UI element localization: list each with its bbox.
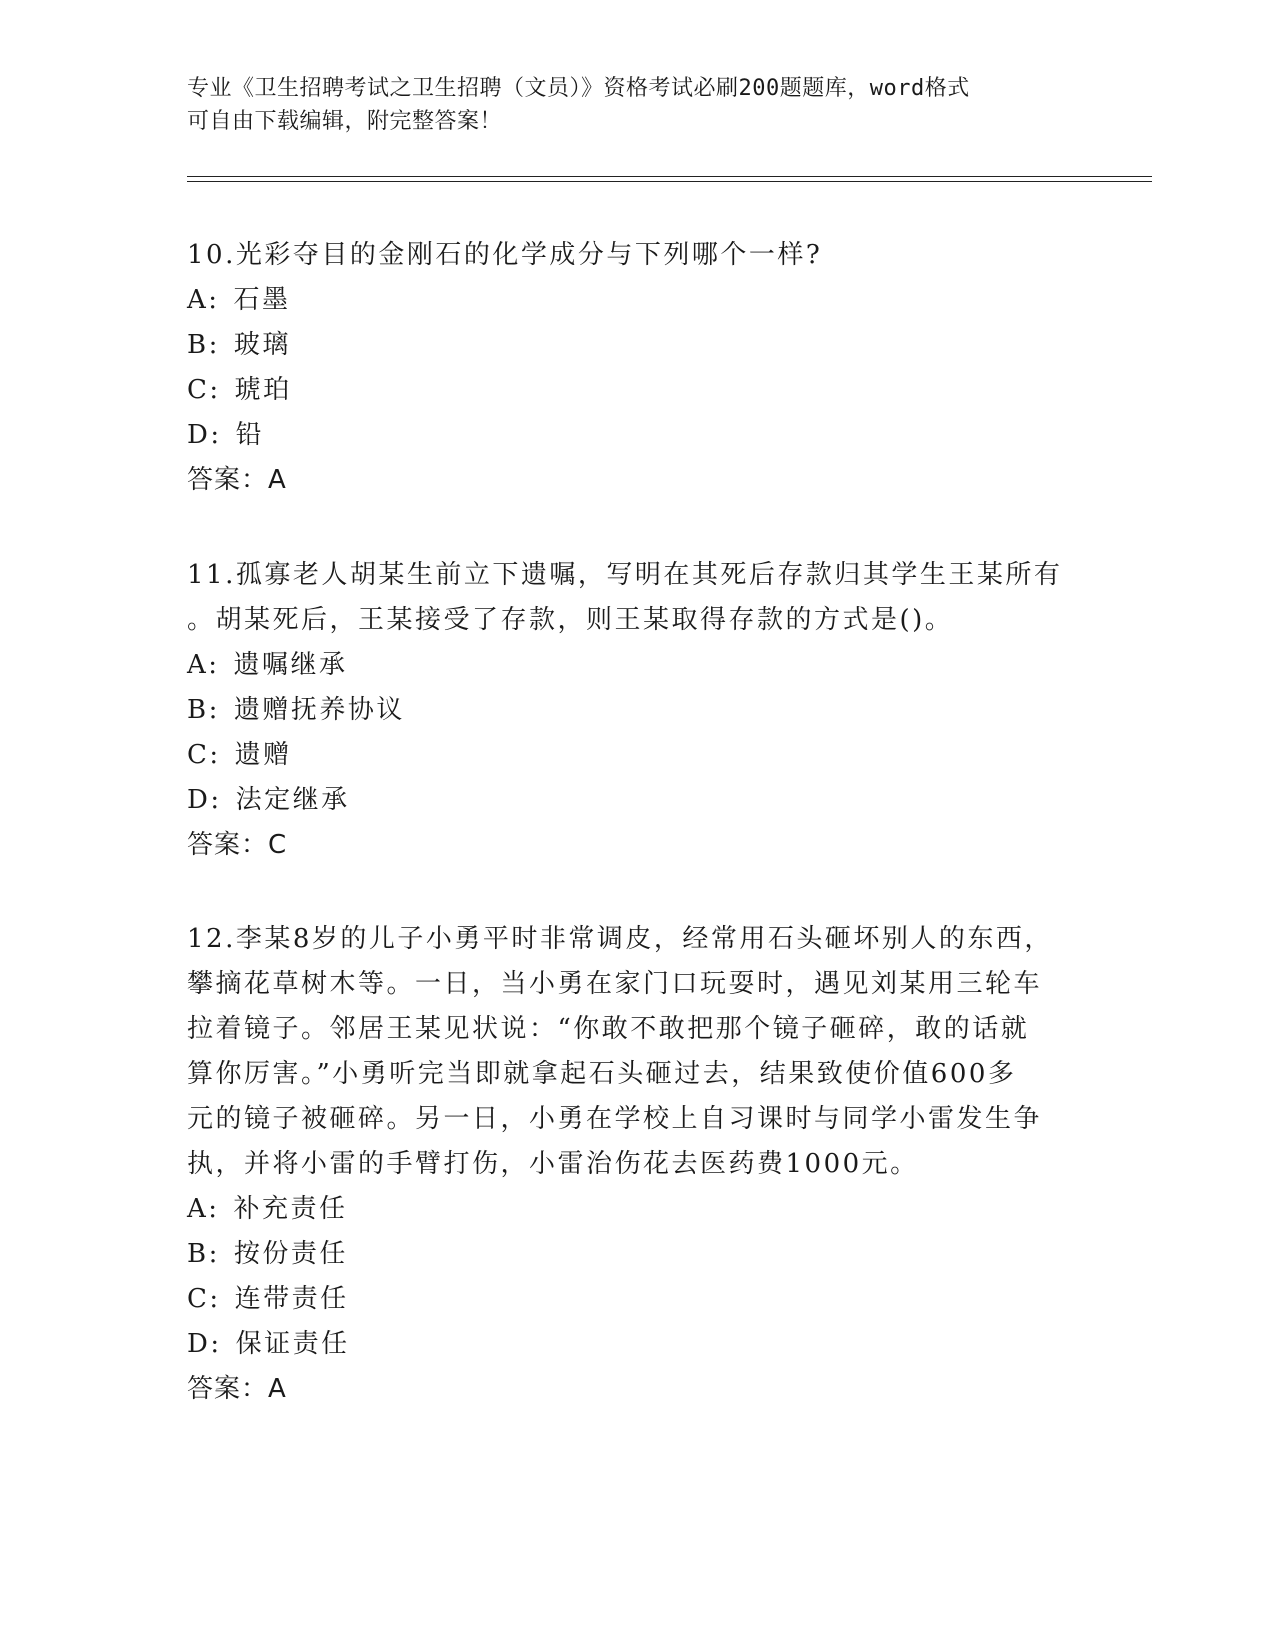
option-a [187,1187,1087,1232]
option-key: D: [187,420,222,450]
option-text: 保证责任 [235,1329,350,1359]
header-line-2: 可自由下载编辑，附完整答案！ [187,109,503,134]
question-stem-line: 。胡某死后，王某接受了存款，则王某取得存款的方式是()。 [187,605,954,635]
header-divider-top [187,176,1152,177]
option-c [187,1277,1087,1322]
option-key: C: [187,740,221,770]
option-text: 遗赠 [234,740,292,770]
option-key: B: [187,330,220,360]
option-text: 连带责任 [234,1284,349,1314]
question-stem-line: 元的镜子被砸碎。另一日，小勇在学校上自习课时与同学小雷发生争 [187,1104,1043,1134]
option-text: 玻璃 [233,330,291,360]
answer-label: 答案：A [187,1374,287,1404]
question-stem-line: 攀摘花草树木等。一日，当小勇在家门口玩耍时，遇见刘某用三轮车 [187,969,1043,999]
option-key: A: [187,650,220,680]
option-text: 石墨 [233,285,291,315]
question-stem-line: 执，并将小雷的手臂打伤，小雷治伤花去医药费1000元。 [187,1149,919,1179]
question-12 [187,917,1087,1412]
option-key: A: [187,1194,220,1224]
option-key: D: [187,785,222,815]
header-line-1: 专业《卫生招聘考试之卫生招聘（文员）》资格考试必刷200题题库，word格式 [187,76,970,101]
option-a [187,278,1087,323]
option-key: B: [187,1239,220,1269]
option-d [187,778,1087,823]
option-b [187,688,1087,733]
option-text: 补充责任 [233,1194,348,1224]
option-key: C: [187,375,221,405]
question-stem-line: 拉着镜子。邻居王某见状说：“你敢不敢把那个镜子砸碎，敢的话就 [187,1014,1030,1044]
question-stem-line: 10.光彩夺目的金刚石的化学成分与下列哪个一样? [187,240,823,270]
question-stem-line: 11.孤寡老人胡某生前立下遗嘱，写明在其死后存款归其学生王某所有 [187,560,1063,590]
question-stem-line: 算你厉害。”小勇听完当即就拿起石头砸过去，结果致使价值600多 [187,1059,1017,1089]
option-b [187,1232,1087,1277]
answer-label: 答案：A [187,465,287,495]
option-a [187,643,1087,688]
answer-label: 答案：C [187,830,288,860]
option-key: C: [187,1284,221,1314]
option-text: 遗赠抚养协议 [233,695,405,725]
option-text: 按份责任 [233,1239,348,1269]
option-d [187,1322,1087,1367]
document-header [187,72,1067,138]
header-divider-bottom [187,181,1152,182]
question-10 [187,233,1087,503]
option-key: D: [187,1329,222,1359]
option-key: A: [187,285,220,315]
question-11 [187,553,1087,868]
option-b [187,323,1087,368]
option-key: B: [187,695,220,725]
option-text: 铅 [235,420,265,450]
question-stem-line: 12.李某8岁的儿子小勇平时非常调皮，经常用石头砸坏别人的东西， [187,924,1053,954]
option-text: 遗嘱继承 [233,650,348,680]
option-text: 法定继承 [235,785,350,815]
option-c [187,733,1087,778]
option-c [187,368,1087,413]
option-text: 琥珀 [234,375,292,405]
option-d [187,413,1087,458]
